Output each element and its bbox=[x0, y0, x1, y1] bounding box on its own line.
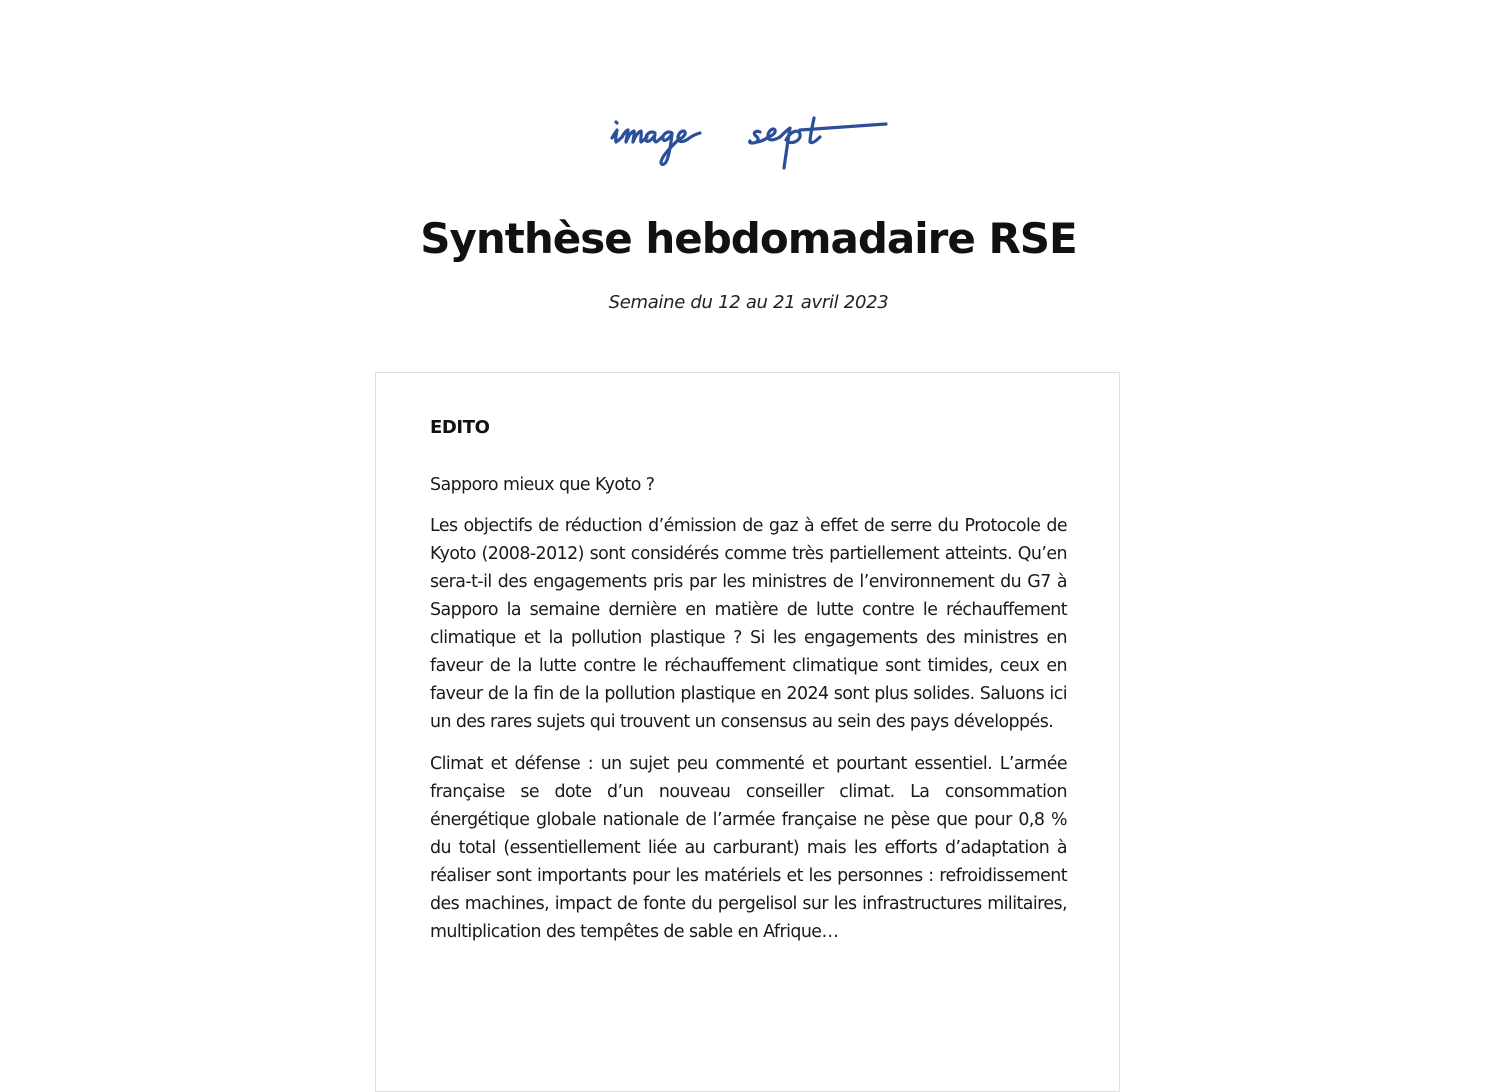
brand-logo bbox=[600, 108, 896, 178]
edito-paragraph-1: Les objectifs de réduction d’émission de gaz à effet de serre du Protocole de Kyoto (2008-2012) sont considérés comme très partiellement atteints. Qu’en sera-t-il des engagements pris par les ministres de l’environnement du G7 à Sapporo la semaine dernière en matière de lutte contre le réchauffement climatique et la pollution plastique ? Si les engagements des ministres en faveur de la lutte contre le réchauffement climatique sont timides, ceux en faveur de la fin de la pollution plastique en 2024 sont plus solides. Saluons ici un des rares sujets qui trouvent un consensus au sein des pays développés. bbox=[430, 516, 1067, 732]
edito-content bbox=[430, 415, 1067, 960]
edito-heading: Sapporo mieux que Kyoto ? bbox=[430, 475, 655, 495]
page-title: Synthèse hebdomadaire RSE bbox=[420, 214, 1077, 263]
edito-card bbox=[375, 372, 1120, 1092]
handwritten-logo-signature bbox=[600, 108, 896, 178]
page-subtitle-week: Semaine du 12 au 21 avril 2023 bbox=[608, 292, 889, 313]
section-label-edito: EDITO bbox=[430, 417, 490, 438]
edito-paragraph-2: Climat et défense : un sujet peu commenté et pourtant essentiel. L’armée française se dote d’un nouveau conseiller climat. La consommation énergétique globale nationale de l’armée française ne pèse que pour 0,8 % du total (essentiellement liée au carburant) mais les efforts d’adaptation à réaliser sont importants pour les matériels et les personnes : refroidissement des machines, impact de fonte du pergelisol sur les infrastructures militaires, multiplication des tempêtes de sable en Afrique… bbox=[430, 754, 1067, 942]
